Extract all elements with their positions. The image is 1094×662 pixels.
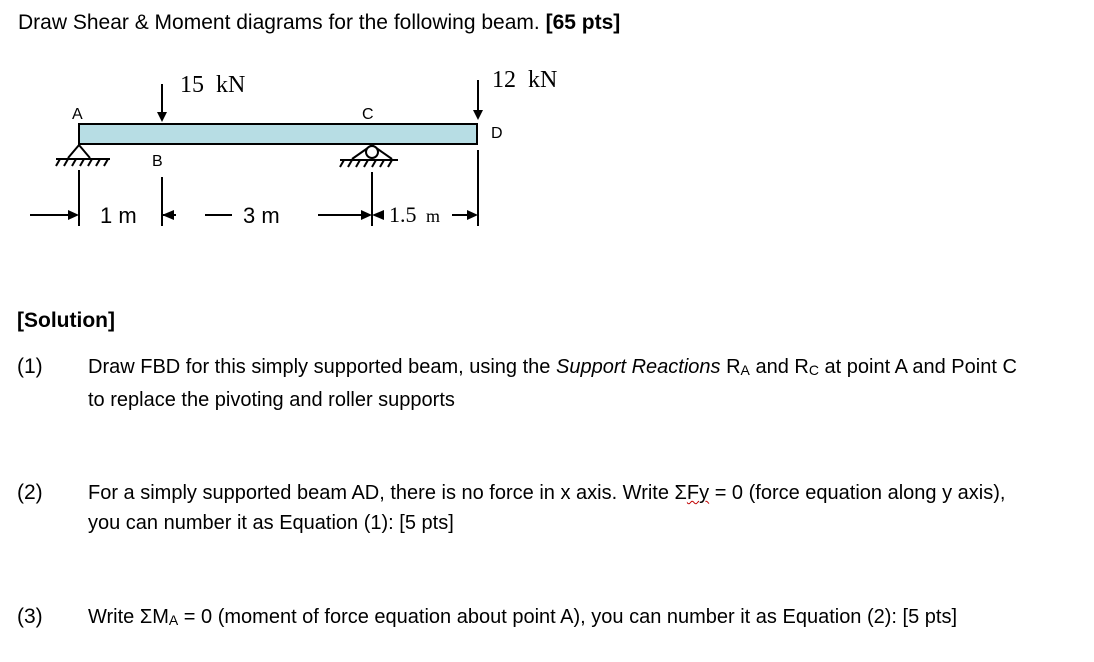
step-1-text: Draw FBD for this simply supported beam, using the Support Reactions $R_A$ and $R_C$ at point A and Point C to replace the pivoting and roller supports <box>88 356 1017 411</box>
pin-support-a <box>56 145 110 166</box>
heading-text: Draw Shear & Moment diagrams for the following beam. <box>18 11 540 34</box>
dim-label-cd: 1.5 <box>389 202 417 227</box>
point-label-a: A <box>72 106 83 123</box>
dim-label-ab: 1 m <box>100 203 137 228</box>
solution-title: [Solution] <box>17 309 115 332</box>
heading-points: [65 pts] <box>545 11 621 34</box>
support-reactions-term: Support Reactions <box>555 356 721 378</box>
step-2-text: For a simply supported beam AD, there is no force in x axis. Write ΣFy = 0 (force equation along y axis), you can number it as Equation (1): [5 pts] <box>88 482 1006 534</box>
load-arrow-b <box>157 84 167 122</box>
step-2-number: (2) <box>17 481 43 504</box>
beam <box>79 124 477 144</box>
roller-support-c <box>340 145 398 167</box>
dim-label-cd-unit: m <box>426 206 441 226</box>
step-1-number: (1) <box>17 355 43 378</box>
load-label-b: 15 kN <box>180 72 246 98</box>
step-3-text: Write $\Sigma M_A = 0$ (moment of force equation about point A), you can number it as Equation (2): [5 pts] <box>88 606 958 628</box>
beam-diagram <box>0 55 600 245</box>
step-3-number: (3) <box>17 605 43 628</box>
dim-label-bc: 3 m <box>243 203 280 228</box>
load-label-d: 12 kN <box>492 67 558 93</box>
problem-heading <box>18 11 620 35</box>
point-label-b: B <box>152 153 163 170</box>
point-label-c: C <box>362 106 374 123</box>
fy-term: Fy <box>686 482 710 504</box>
load-arrow-d <box>473 80 483 120</box>
point-label-d: D <box>491 125 503 142</box>
